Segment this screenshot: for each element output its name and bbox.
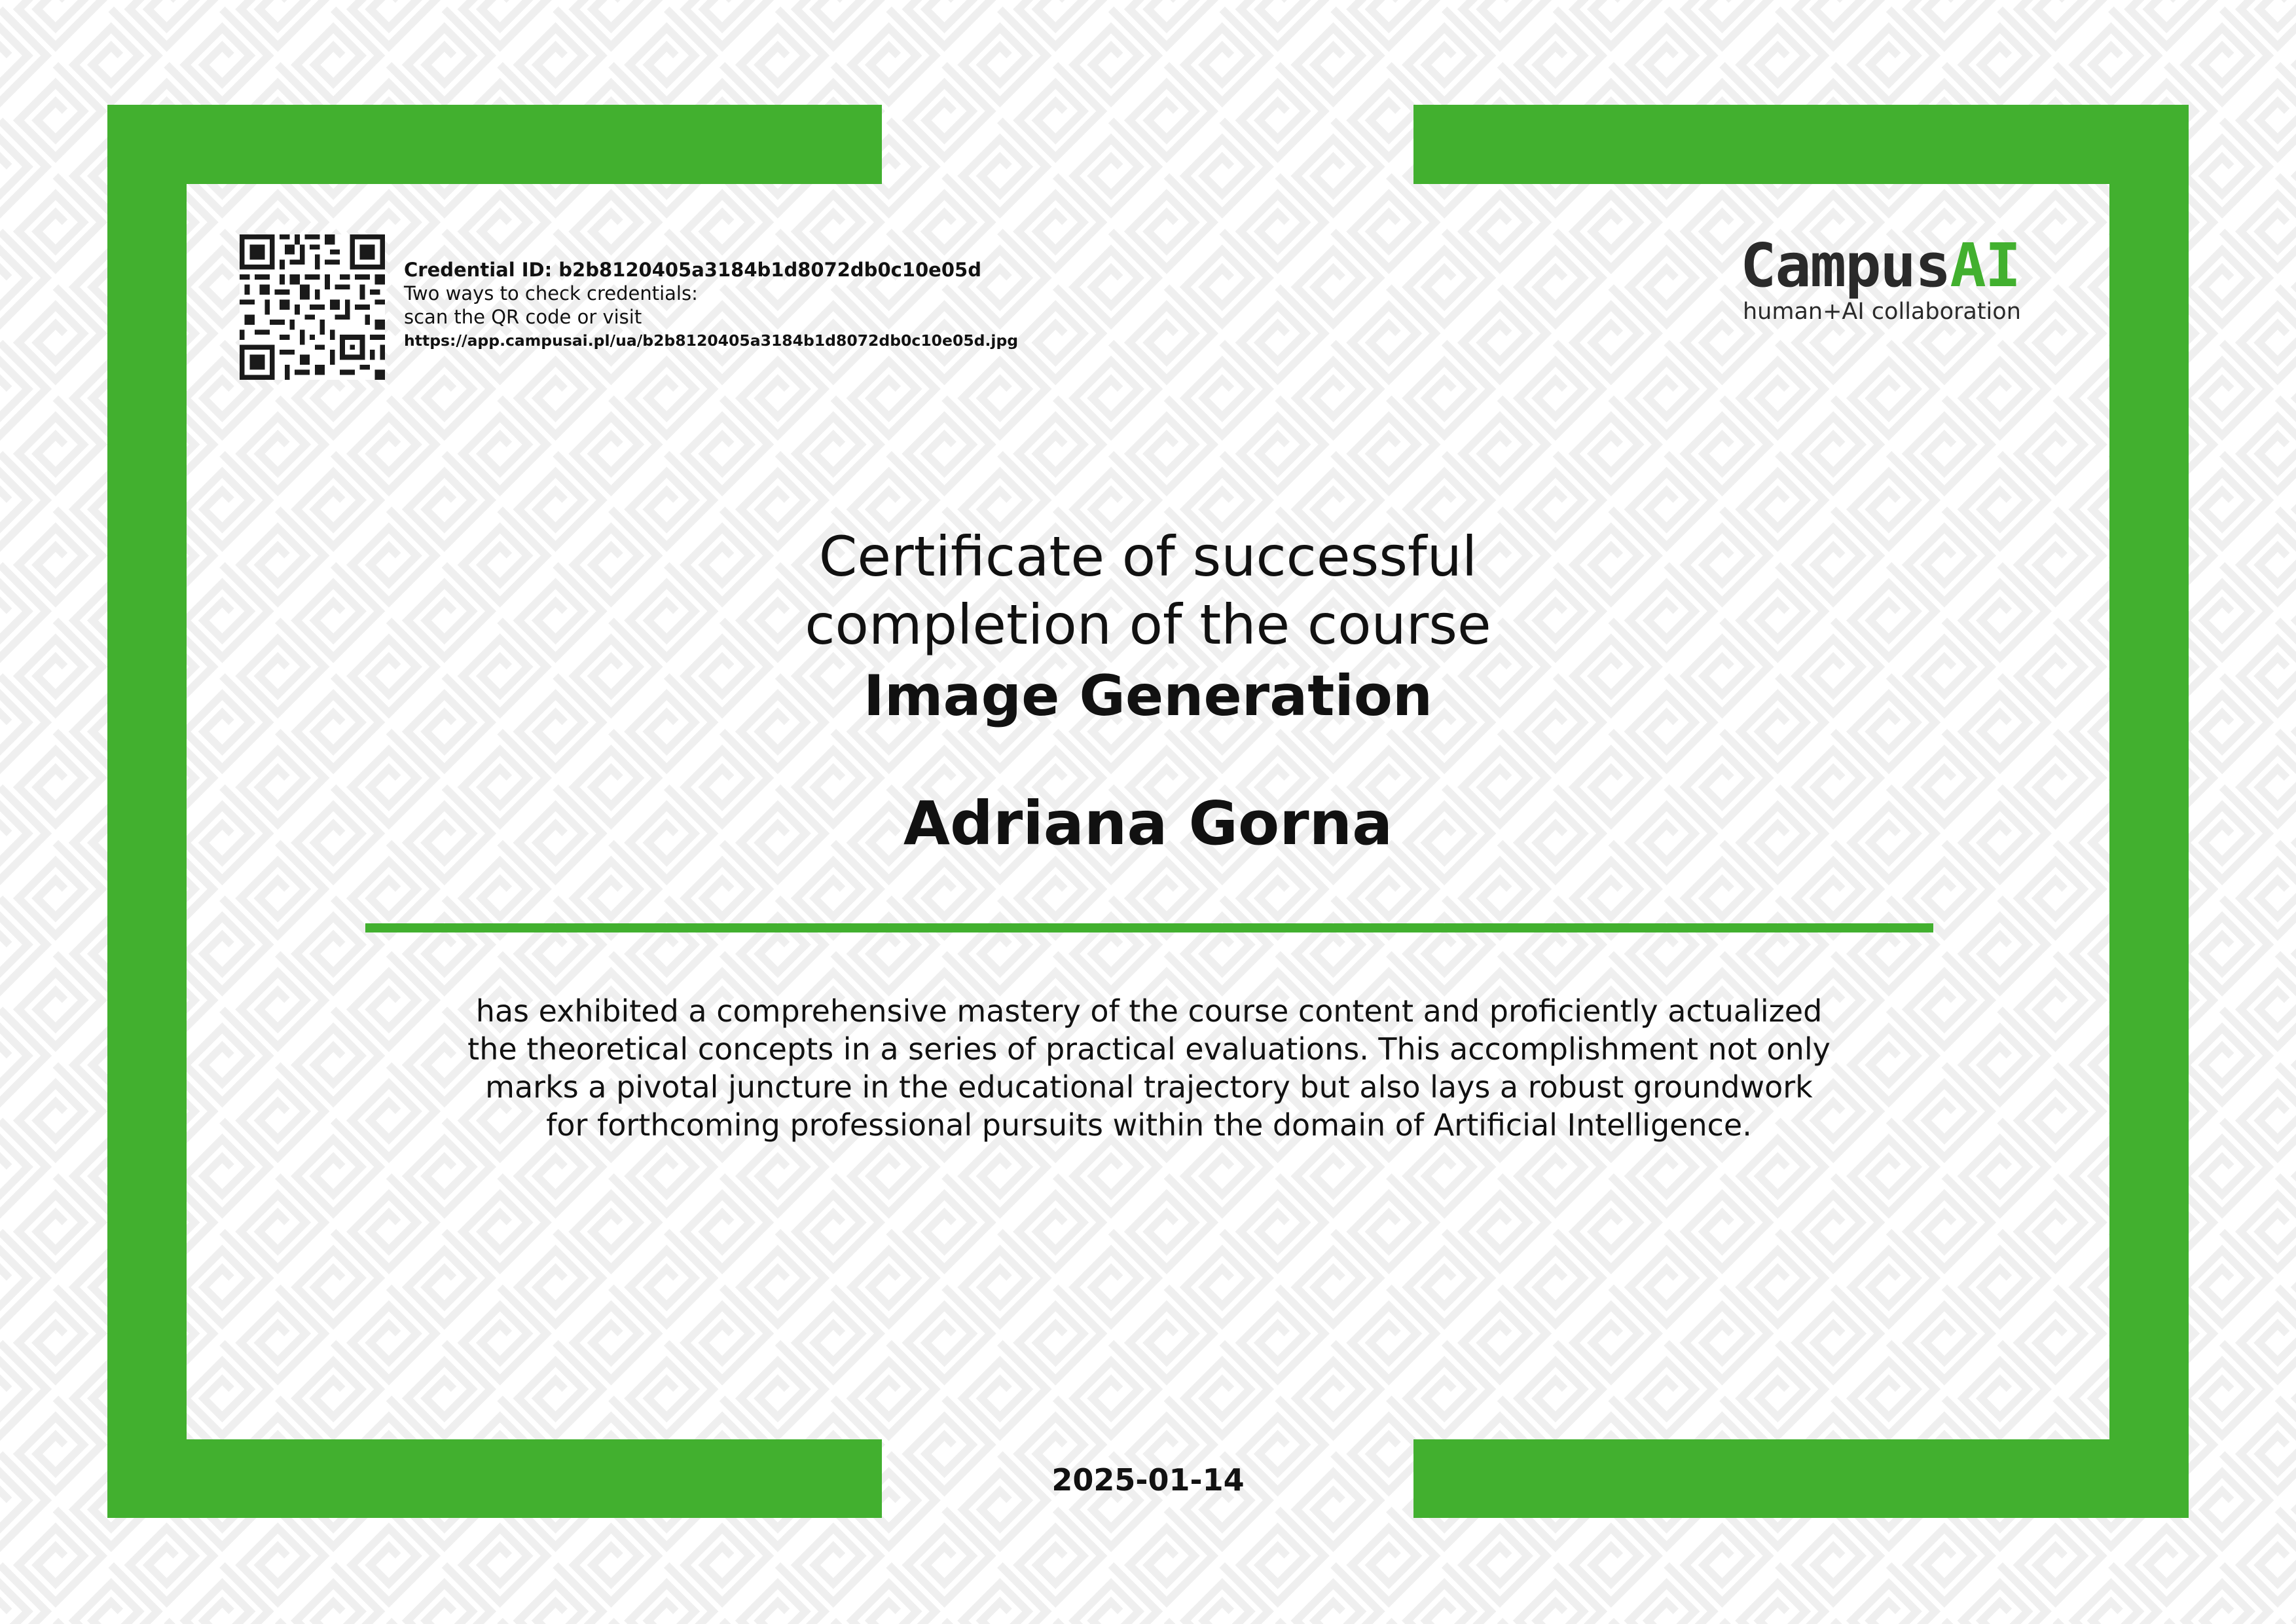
credential-url-link[interactable]: https://app.campusai.pl/ua/b2b8120405a3184b1d8072db0c10e05d.jpg	[404, 331, 1019, 350]
credential-help-line-2: scan the QR code or visit	[404, 306, 642, 328]
logo-word-accent: AI	[1950, 231, 2020, 301]
description-line: for forthcoming professional pursuits within the domain of Artificial Intelligence.	[546, 1107, 1752, 1143]
certificate-description	[367, 992, 1931, 1144]
course-name: Image Generation	[863, 663, 1433, 729]
certificate-title-line-2: completion of the course	[805, 593, 1491, 657]
description-line: marks a pivotal juncture in the educational trajectory but also lays a robust groundwork	[485, 1069, 1813, 1105]
logo-tagline: human+AI collaboration	[1743, 299, 2021, 325]
description-line: has exhibited a comprehensive mastery of the course content and proficiently actualized	[475, 993, 1823, 1029]
name-divider	[365, 923, 1933, 932]
frame-top-right-bar	[1413, 105, 2189, 184]
campusai-logo	[1740, 233, 2041, 331]
credential-help-line-1: Two ways to check credentials:	[404, 282, 698, 304]
description-line: the theoretical concepts in a series of practical evaluations. This accomplishment not only	[467, 1031, 1831, 1067]
certificate-title-line-1: Certificate of successful	[818, 525, 1478, 589]
recipient-name: Adriana Gorna	[903, 788, 1393, 858]
frame-top-left-bar	[107, 105, 882, 184]
credential-info	[404, 258, 1321, 352]
logo-word-main: Campus	[1740, 231, 1950, 301]
qr-code-icon[interactable]	[240, 234, 385, 380]
issue-date: 2025-01-14	[1051, 1462, 1245, 1498]
credential-id: Credential ID: b2b8120405a3184b1d8072db0c10e05d	[404, 259, 981, 281]
logo-wordmark	[1740, 233, 2020, 299]
